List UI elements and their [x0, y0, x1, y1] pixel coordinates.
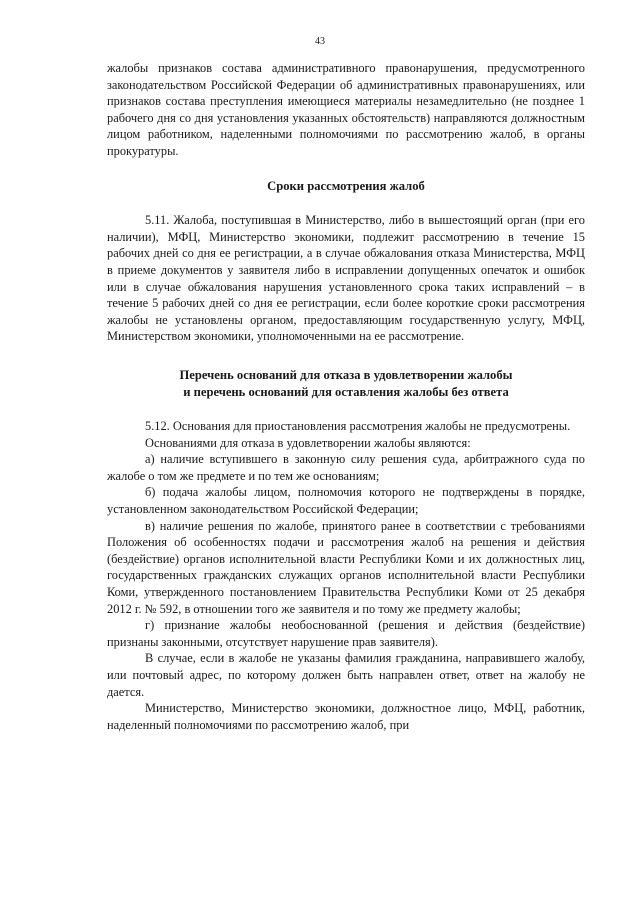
paragraph-item-a: а) наличие вступившего в законную силу решения суда, арбитражного суда по жалобе о том же предмете и по тем же основаниям; — [107, 452, 585, 483]
intro-paragraph: жалобы признаков состава административного правонарушения, предусмотренного законодательством Российской Федерации об административных правонарушениях, или признаков состава преступления имеющиеся материалы незамедлительно (не позднее 1 рабочего дня со дня установления указанных обстоятельств) направляются должностным лицом работником, наделенными полномочиями по рассмотрению жалоб, в органы прокуратуры. — [107, 61, 585, 158]
paragraph-item-v: в) наличие решения по жалобе, принятого ранее в соответствии с требованиями Положения об особенностях подачи и рассмотрения жалоб на решения и действия (бездействие) органов исполнительной власти Республики Коми и их должностных лиц, государственных гражданских служащих органов исполнительной власти Республики Коми, утвержденного постановлением Правительства Республики Коми от 25 декабря 2012 г. № 592, в отношении того же заявителя и по тому же предмету жалобы; — [107, 518, 585, 616]
paragraph-refusal-grounds-intro: Основаниями для отказа в удовлетворении жалобы являются: — [145, 435, 471, 450]
paragraph-item-g: г) признание жалобы необоснованной (решения и действия (бездействие) признаны законными, отсутствует нарушение прав заявителя). — [107, 618, 585, 649]
section-title-refusal-grounds — [107, 367, 585, 400]
section-title-line-2: и перечень оснований для оставления жалобы без ответа — [183, 384, 509, 399]
document-body — [107, 60, 585, 733]
page-number: 43 — [315, 36, 325, 47]
paragraph-no-answer-case: В случае, если в жалобе не указаны фамилия гражданина, направившего жалобу, или почтовый адрес, по которому должен быть направлен ответ, ответ на жалобу не дается. — [107, 651, 585, 699]
section-title-line-1: Перечень оснований для отказа в удовлетворении жалобы — [179, 367, 513, 382]
paragraph-item-b: б) подача жалобы лицом, полномочия которого не подтверждены в порядке, установленном законодательством Российской Федерации; — [107, 485, 585, 517]
paragraph-ministry-continuation: Министерство, Министерство экономики, должностное лицо, МФЦ, работник, наделенный полномочиями по рассмотрению жалоб, при — [107, 701, 585, 732]
paragraph-5-12: 5.12. Основания для приостановления рассмотрения жалобы не предусмотрены. — [145, 419, 571, 434]
section-title-complaint-deadlines: Сроки рассмотрения жалоб — [267, 178, 425, 193]
paragraph-5-11: 5.11. Жалоба, поступившая в Министерство, либо в вышестоящий орган (при его наличии), МФЦ, Министерство экономики, подлежит рассмотрению в течение 15 рабочих дней со дня ее регистрации, а в случае обжалования отказа Министерства, МФЦ в приеме документов у заявителя либо в исправлении допущенных опечаток и ошибок или в случае обжалования нарушения установленного срока таких исправлений – в течение 5 рабочих дней со дня ее регистрации, если более короткие сроки рассмотрения жалобы не установлены органом, предоставляющим государственную услугу, МФЦ, Министерством экономики, уполномоченными на ее рассмотрение. — [107, 213, 585, 344]
